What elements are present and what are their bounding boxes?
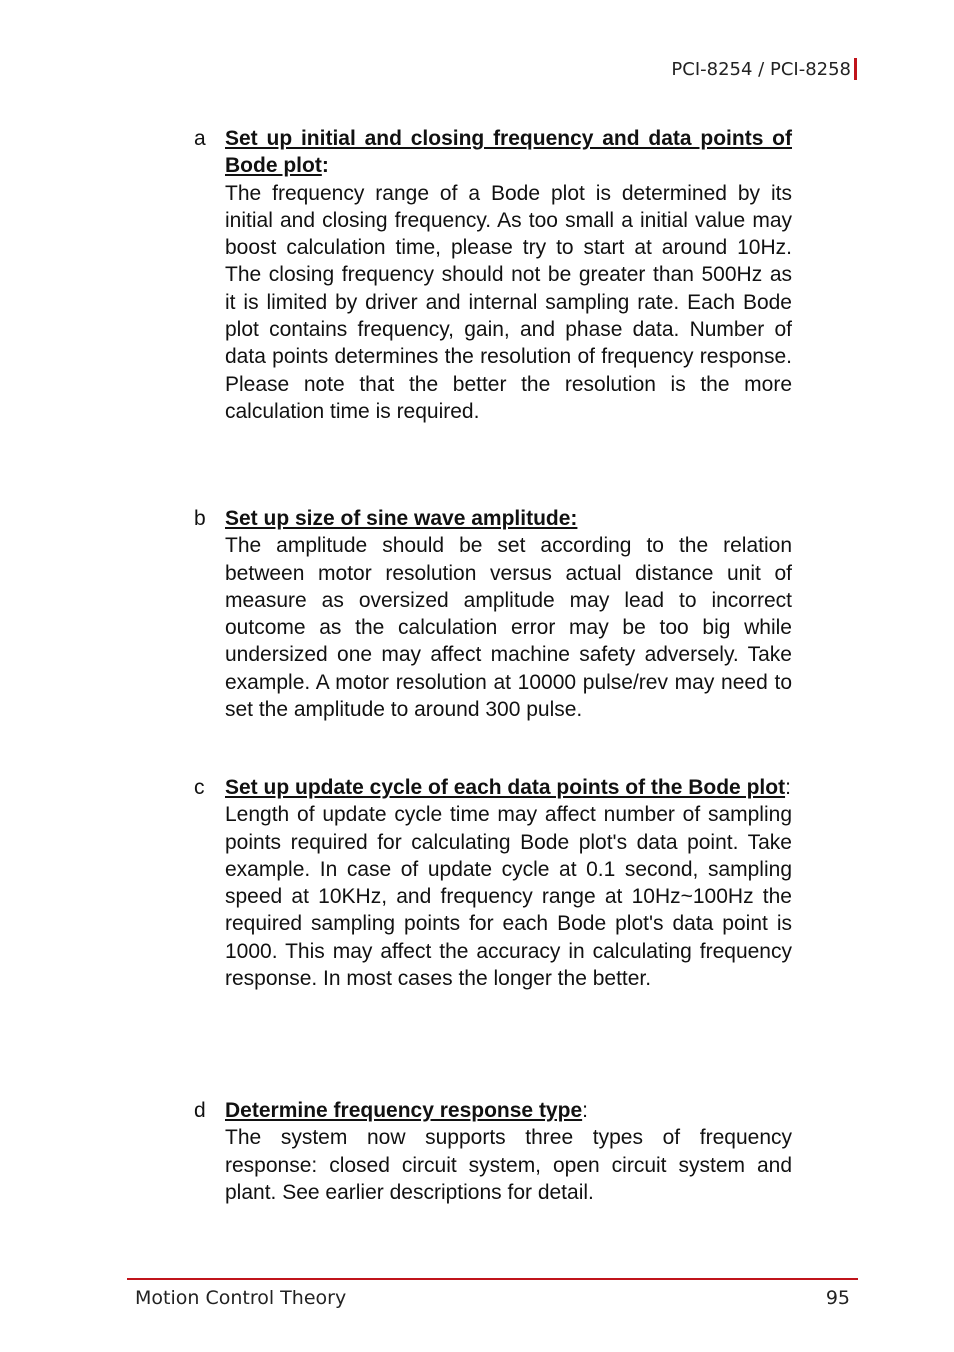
header-title: PCI-8254 / PCI-8258 (671, 58, 851, 80)
item-marker: a (194, 127, 206, 150)
footer-section-title: Motion Control Theory (135, 1287, 347, 1309)
item-heading: Determine frequency response type (225, 1099, 583, 1122)
item-marker: c (194, 776, 205, 799)
item-heading-line (225, 774, 792, 801)
item-marker: b (194, 507, 206, 530)
footer-divider (127, 1278, 858, 1280)
list-item-c (194, 774, 792, 992)
item-heading: Set up size of sine wave amplitude: (225, 507, 578, 530)
item-heading: Set up initial and closing frequency and data points of Bode plot (225, 127, 792, 178)
item-heading-colon: : (321, 154, 329, 178)
item-body: The amplitude should be set according to the relation between motor resolution versus actual distance unit of measure as oversized amplitude may lead to incorrect outcome as the calculation error may be too big while undersized one may affect machine safety adversely. Take example. A motor resolution at 10000 pulse/rev may need to set the amplitude to around 300 pulse. (225, 534, 792, 722)
item-heading-line (225, 125, 792, 180)
list-item-b (194, 505, 792, 723)
item-heading-line (225, 1097, 792, 1124)
item-heading: Set up update cycle of each data points of the Bode plot (225, 776, 786, 799)
list-item-a (194, 125, 792, 425)
item-body: Length of update cycle time may affect number of sampling points required for calculating Bode plot's data point. Take example. In case of update cycle at 0.1 second, sampling speed at 10KHz, and frequency range at 10Hz~100Hz the required sampling points for each Bode plot's data point is 1000. This may affect the accuracy in calculating frequency response. In most cases the longer the better. (225, 803, 792, 991)
list-item-d (194, 1097, 792, 1206)
item-heading-line (225, 505, 792, 532)
header-accent-bar (854, 58, 857, 80)
item-body: The system now supports three types of frequency response: closed circuit system, open circuit system and plant. See earlier descriptions for detail. (225, 1126, 792, 1204)
page-number: 95 (825, 1287, 850, 1309)
page-header (671, 58, 857, 80)
item-heading-colon: : (785, 776, 791, 799)
item-marker: d (194, 1099, 206, 1122)
item-body: The frequency range of a Bode plot is determined by its initial and closing frequency. As too small a initial value may boost calculation time, please try to start at around 10Hz. The closing frequency should not be greater than 500Hz as it is limited by driver and internal sampling rate. Each Bode plot contains frequency, gain, and phase data. Number of data points determines the resolution of frequency response. Please note that the better the resolution is the more calculation time is required. (225, 181, 792, 423)
item-heading-colon: : (582, 1099, 588, 1122)
